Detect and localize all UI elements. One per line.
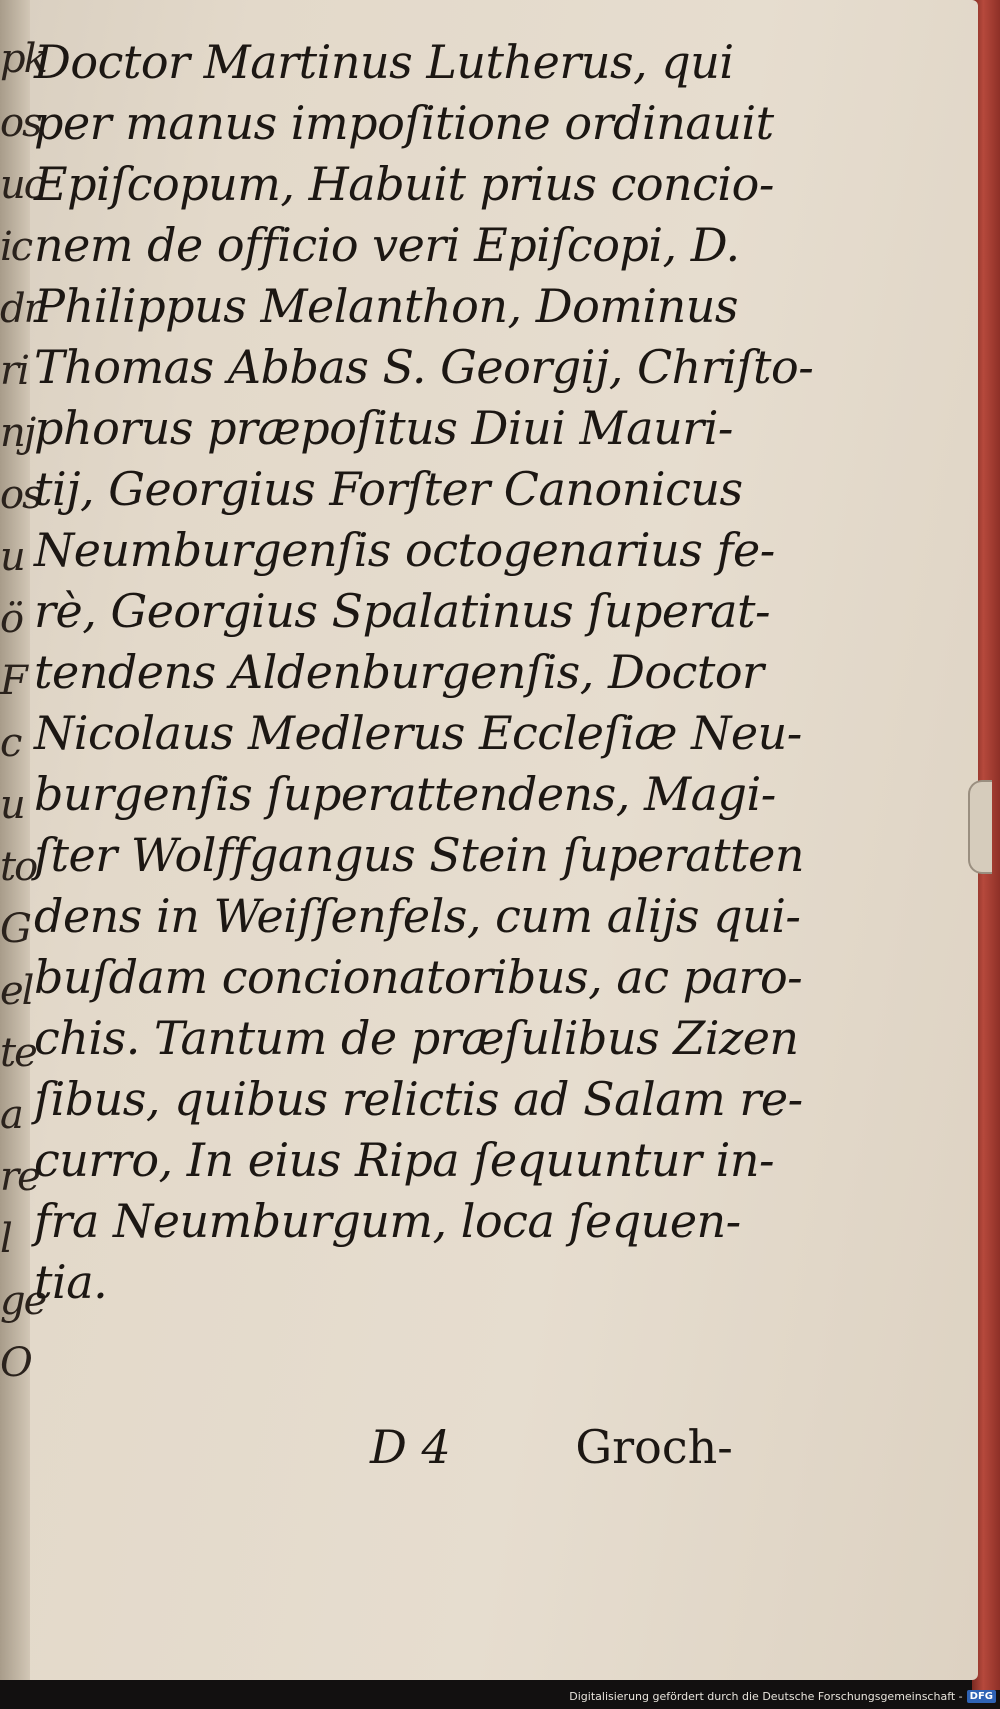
catchword: Groch- [575, 1420, 733, 1474]
gutter-fragment: os [0, 472, 41, 518]
text-line: tendens Aldenburgenſis, Doctor [34, 645, 764, 699]
gutter-fragment: u [0, 782, 24, 828]
text-line: burgenſis ſuperattendens, Magi- [34, 767, 776, 821]
gutter-fragment: ge [0, 1278, 46, 1324]
text-line: curro, In eius Ripa ſequuntur in- [34, 1133, 775, 1187]
gutter-fragment: ri [0, 348, 28, 394]
gutter-fragment: a [0, 1092, 22, 1138]
text-line: ſibus, quibus relictis ad Salam re- [34, 1072, 803, 1126]
body-text [34, 32, 814, 1313]
gutter-fragment: nj [0, 410, 35, 456]
signature-mark: D 4 [370, 1420, 451, 1474]
text-line: buſdam concionatoribus, ac paro- [34, 950, 803, 1004]
gutter-fragment: uc [0, 162, 45, 208]
gutter-fragment: os [0, 100, 41, 146]
text-line: Epiſcopum, Habuit prius concio- [34, 157, 774, 211]
gutter-fragment: te [0, 1030, 36, 1076]
text-line: dens in Weiſſenfels, cum alijs qui- [34, 889, 801, 943]
text-line: ſter Wolffgangus Stein ſuperatten [34, 828, 804, 882]
text-line: per manus impoſitione ordinauit [34, 96, 774, 150]
digitization-credit [569, 1690, 996, 1703]
text-line: Neumburgenſis octogenarius fe- [34, 523, 775, 577]
gutter-fragment: ic [0, 224, 32, 270]
text-line: Nicolaus Medlerus Eccleſiæ Neu- [34, 706, 802, 760]
text-line: chis. Tantum de præſulibus Zizen [34, 1011, 799, 1065]
text-line: phorus præpoſitus Diui Mauri- [34, 401, 733, 455]
gutter-fragment: dr [0, 286, 41, 332]
dfg-logo-icon: DFG [967, 1690, 996, 1703]
text-line: Philippus Melanthon, Dominus [34, 279, 738, 333]
text-line: rè, Georgius Spalatinus ſuperat- [34, 584, 771, 638]
gutter-fragment: u [0, 534, 24, 580]
gutter-fragment: F [0, 658, 26, 704]
gutter-fragment: re [0, 1154, 39, 1200]
gutter-fragment: O [0, 1340, 31, 1386]
gutter-fragment: c [0, 720, 21, 766]
gutter-fragment: G [0, 906, 30, 952]
catchline [370, 1420, 733, 1474]
gutter-fragment: to [0, 844, 37, 890]
text-line: Doctor Martinus Lutherus, qui [34, 35, 734, 89]
gutter-fragment: ö [0, 596, 23, 642]
text-line: fra Neumburgum, loca ſequen- [34, 1194, 741, 1248]
book-clasp [968, 780, 992, 874]
text-line: tia. [34, 1255, 108, 1309]
text-line: Thomas Abbas S. Georgij, Chriſto- [34, 340, 814, 394]
gutter-fragment: l [0, 1216, 11, 1262]
credit-text: Digitalisierung gefördert durch die Deutsche Forschungsgemeinschaft - [569, 1690, 963, 1703]
gutter-fragment: pk [0, 36, 46, 82]
text-line: tij, Georgius Forſter Canonicus [34, 462, 743, 516]
gutter-fragment: el [0, 968, 33, 1014]
facing-page-gutter [0, 0, 46, 1680]
text-line: nem de officio veri Epiſcopi, D. [34, 218, 740, 272]
